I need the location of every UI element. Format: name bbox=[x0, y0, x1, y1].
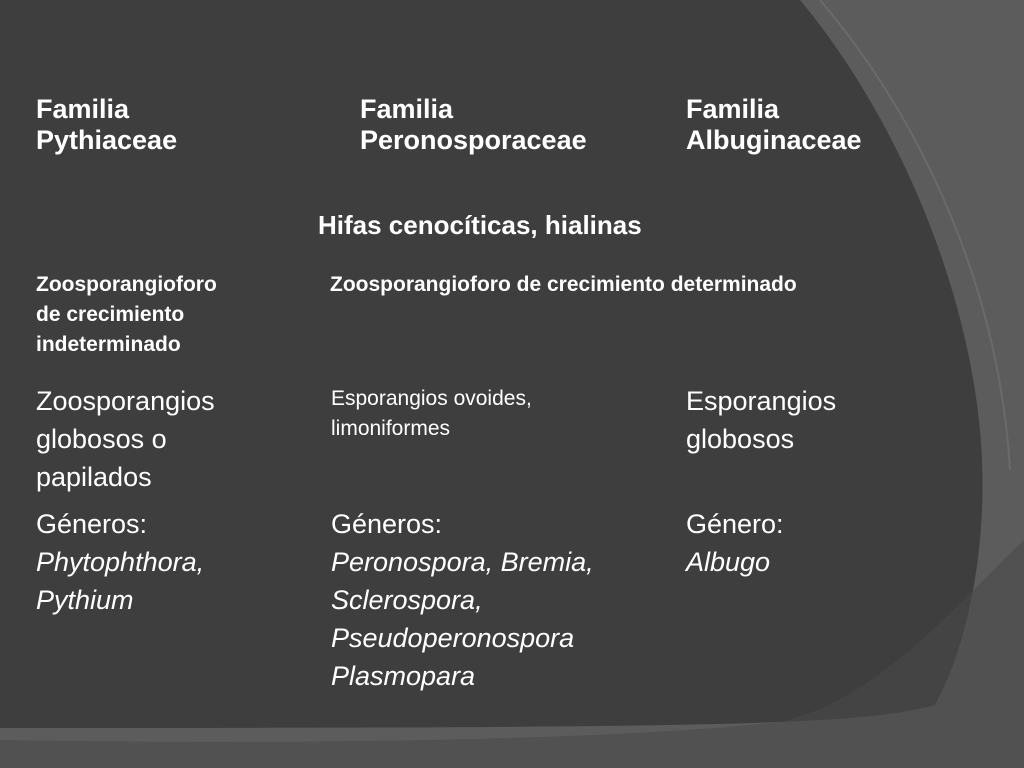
genera-albuginaceae bbox=[686, 505, 784, 581]
sporangia-pythiaceae bbox=[36, 382, 215, 496]
genera-pythiaceae bbox=[36, 505, 204, 619]
genera-peronosporaceae-name3: Pseudoperonospora bbox=[331, 623, 575, 653]
zoosporangiophore-indeterminate-line3: indeterminado bbox=[36, 333, 181, 356]
sporangia-pythiaceae-line3: papilados bbox=[36, 462, 152, 492]
sporangia-albuginaceae-line2: globosos bbox=[686, 424, 795, 454]
genera-pythiaceae-name1: Phytophthora, bbox=[36, 547, 205, 577]
genera-peronosporaceae bbox=[331, 505, 594, 695]
genera-peronosporaceae-name2: Sclerospora, bbox=[331, 585, 483, 615]
header-albuginaceae-line1: Familia bbox=[686, 94, 780, 124]
shared-hyphae-row: Hifas cenocíticas, hialinas bbox=[318, 210, 642, 240]
sporangia-peronosporaceae bbox=[331, 384, 532, 444]
header-pythiaceae-line2: Pythiaceae bbox=[36, 125, 178, 155]
header-albuginaceae-line2: Albuginaceae bbox=[686, 125, 862, 155]
sporangia-albuginaceae-line1: Esporangios bbox=[686, 386, 837, 416]
genera-albuginaceae-name1: Albugo bbox=[686, 547, 771, 577]
genera-peronosporaceae-label: Géneros: bbox=[331, 509, 443, 539]
header-peronosporaceae bbox=[360, 94, 587, 156]
genera-peronosporaceae-name1: Peronospora, Bremia, bbox=[331, 547, 594, 577]
sporangia-peronosporaceae-line2: limoniformes bbox=[331, 417, 451, 440]
header-peronosporaceae-line1: Familia bbox=[360, 94, 454, 124]
header-peronosporaceae-line2: Peronosporaceae bbox=[360, 125, 587, 155]
sporangia-pythiaceae-line2: globosos o bbox=[36, 424, 167, 454]
zoosporangiophore-indeterminate-line1: Zoosporangioforo bbox=[36, 273, 217, 296]
header-albuginaceae bbox=[686, 94, 862, 156]
header-pythiaceae-line1: Familia bbox=[36, 94, 130, 124]
zoosporangiophore-indeterminate-line2: de crecimiento bbox=[36, 303, 185, 326]
genera-pythiaceae-label: Géneros: bbox=[36, 509, 148, 539]
sporangia-pythiaceae-line1: Zoosporangios bbox=[36, 386, 215, 416]
genera-pythiaceae-name2: Pythium bbox=[36, 585, 134, 615]
genera-albuginaceae-label: Género: bbox=[686, 509, 784, 539]
zoosporangiophore-determinate: Zoosporangioforo de crecimiento determinado bbox=[330, 273, 797, 296]
genera-peronosporaceae-name4: Plasmopara bbox=[331, 661, 476, 691]
sporangia-peronosporaceae-line1: Esporangios ovoides, bbox=[331, 387, 532, 410]
sporangia-albuginaceae bbox=[686, 382, 836, 458]
zoosporangiophore-indeterminate bbox=[36, 270, 217, 360]
header-pythiaceae bbox=[36, 94, 177, 156]
